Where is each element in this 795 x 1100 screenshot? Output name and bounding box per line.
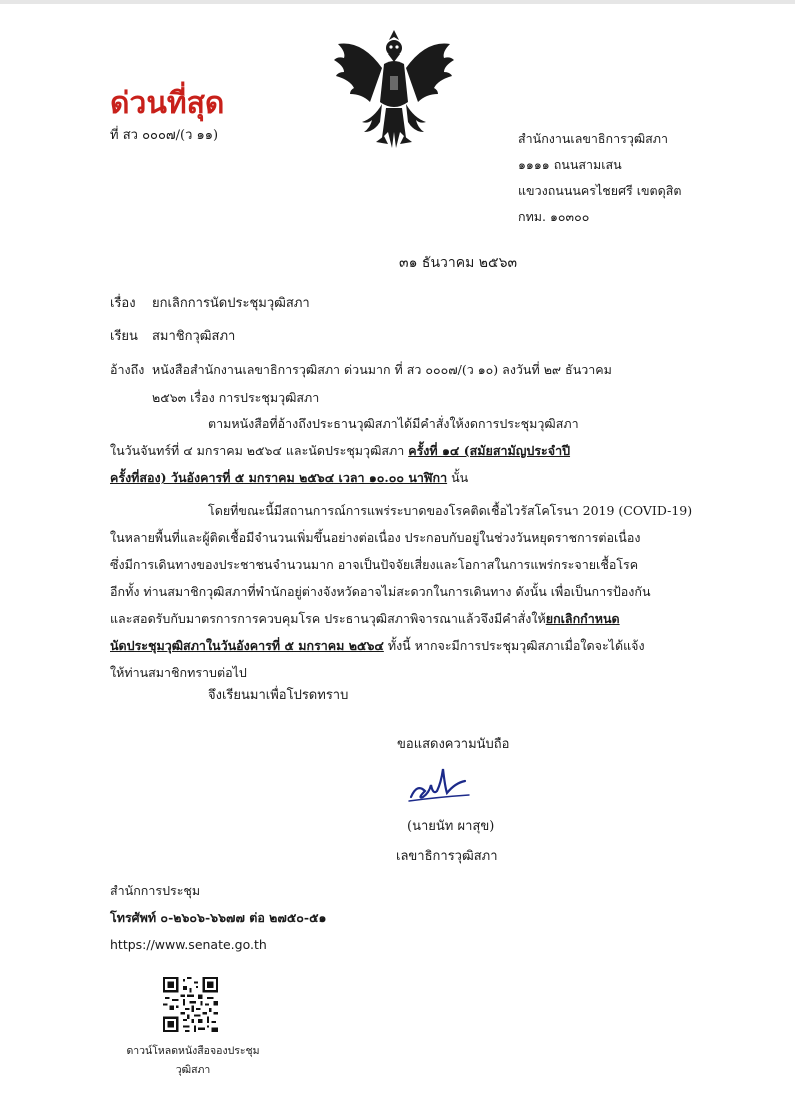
closing-line: จึงเรียนมาเพื่อโปรดทราบ — [208, 688, 349, 703]
paragraph-line — [110, 464, 735, 491]
paragraph-text: ทั้งนี้ หากจะมีการประชุมวุฒิสภาเมื่อใดจะได้แจ้ง — [383, 638, 645, 653]
paragraph-2 — [110, 497, 735, 686]
reference-block — [110, 356, 690, 412]
paragraph-line: ตามหนังสือที่อ้างถึงประธานวุฒิสภาได้มีคำสั่งให้งดการประชุมวุฒิสภา — [208, 416, 579, 431]
address-line: สำนักงานเลขาธิการวุฒิสภา — [518, 131, 669, 146]
subject-label: เรื่อง — [110, 296, 136, 311]
contact-block — [110, 877, 327, 958]
emphasized-text: ครั้งที่สอง) วันอังคารที่ ๕ มกราคม ๒๕๖๔ เวลา ๑๐.๐๐ นาฬิกา — [110, 470, 448, 485]
paragraph-line — [110, 605, 735, 632]
paragraph-line: ในหลายพื้นที่และผู้ติดเชื้อมีจำนวนเพิ่มขึ้นอย่างต่อเนื่อง ประกอบกับอยู่ในช่วงวันหยุดราชการต่อเนื่อง — [110, 530, 641, 545]
paragraph-line — [110, 437, 735, 464]
emphasized-text: ครั้งที่ ๑๔ (สมัยสามัญประจำปี — [408, 443, 571, 458]
recipient-value: สมาชิกวุฒิสภา — [152, 329, 236, 344]
office-address — [518, 126, 682, 230]
paragraph-line: โดยที่ขณะนี้มีสถานการณ์การแพร่ระบาดของโรคติดเชื้อไวรัสโคโรนา 2019 (COVID-19) — [208, 503, 693, 518]
qr-caption — [118, 1042, 268, 1080]
website-link[interactable]: https://www.senate.go.th — [110, 937, 267, 952]
signer-name: (นายนัท ผาสุข) — [407, 819, 495, 834]
letter-date: ๓๑ ธันวาคม ๒๕๖๓ — [399, 255, 518, 271]
signature-icon — [405, 763, 490, 807]
paragraph-1 — [110, 410, 735, 491]
reference-line-2: ๒๕๖๓ เรื่อง การประชุมวุฒิสภา — [152, 390, 320, 405]
paragraph-text: ในวันจันทร์ที่ ๔ มกราคม ๒๕๖๔ และนัดประชุมวุฒิสภา — [110, 443, 409, 458]
subject-value: ยกเลิกการนัดประชุมวุฒิสภา — [152, 296, 310, 311]
document-number: ที่ สว ๐๐๐๗/(ว ๑๑) — [110, 128, 219, 143]
reference-label: อ้างถึง — [110, 362, 145, 377]
phone-number: โทรศัพท์ ๐-๒๖๐๖-๖๖๗๗ ต่อ ๒๗๕๐-๕๑ — [110, 910, 327, 925]
paragraph-text: นั้น — [447, 470, 469, 485]
paragraph-line: ซึ่งมีการเดินทางของประชาชนจำนวนมาก อาจเป็นปัจจัยเสี่ยงและโอกาสในการแพร่กระจายเชื้อโรค — [110, 557, 639, 572]
qr-caption-line: วุฒิสภา — [175, 1064, 211, 1076]
reference-line-1: หนังสือสำนักงานเลขาธิการวุฒิสภา ด่วนมาก ที่ สว ๐๐๐๗/(ว ๑๐) ลงวันที่ ๒๙ ธันวาคม — [152, 362, 612, 377]
urgency-stamp: ด่วนที่สุด — [110, 86, 225, 121]
paragraph-line: ให้ท่านสมาชิกทราบต่อไป — [110, 665, 247, 680]
qr-code-icon[interactable] — [163, 977, 218, 1032]
paragraph-line — [110, 632, 735, 659]
emphasized-text: ยกเลิกกำหนด — [545, 611, 620, 626]
recipient-label: เรียน — [110, 329, 138, 344]
subject-line — [110, 292, 310, 313]
qr-caption-line: ดาวน์โหลดหนังสือจองประชุม — [126, 1045, 260, 1057]
regards-line: ขอแสดงความนับถือ — [397, 737, 510, 752]
paragraph-text: และสอดรับกับมาตรการการควบคุมโรค ประธานวุฒิสภาพิจารณาแล้วจึงมีคำสั่งให้ — [110, 611, 546, 626]
recipient-line — [110, 325, 235, 346]
address-line: แขวงถนนนครไชยศรี เขตดุสิต — [518, 183, 682, 198]
address-line: กทม. ๑๐๓๐๐ — [518, 209, 590, 224]
signer-title: เลขาธิการวุฒิสภา — [396, 849, 498, 864]
address-line: ๑๑๑๑ ถนนสามเสน — [518, 157, 622, 172]
top-border — [0, 0, 795, 4]
office-name: สำนักการประชุม — [110, 883, 201, 898]
paragraph-line: อีกทั้ง ท่านสมาชิกวุฒิสภาที่พำนักอยู่ต่างจังหวัดอาจไม่สะดวกในการเดินทาง ดังนั้น เพื่อเป็นการป้องกัน — [110, 584, 651, 599]
garuda-emblem-icon — [332, 24, 457, 162]
emphasized-text: นัดประชุมวุฒิสภาในวันอังคารที่ ๕ มกราคม ๒๕๖๔ — [110, 638, 384, 653]
